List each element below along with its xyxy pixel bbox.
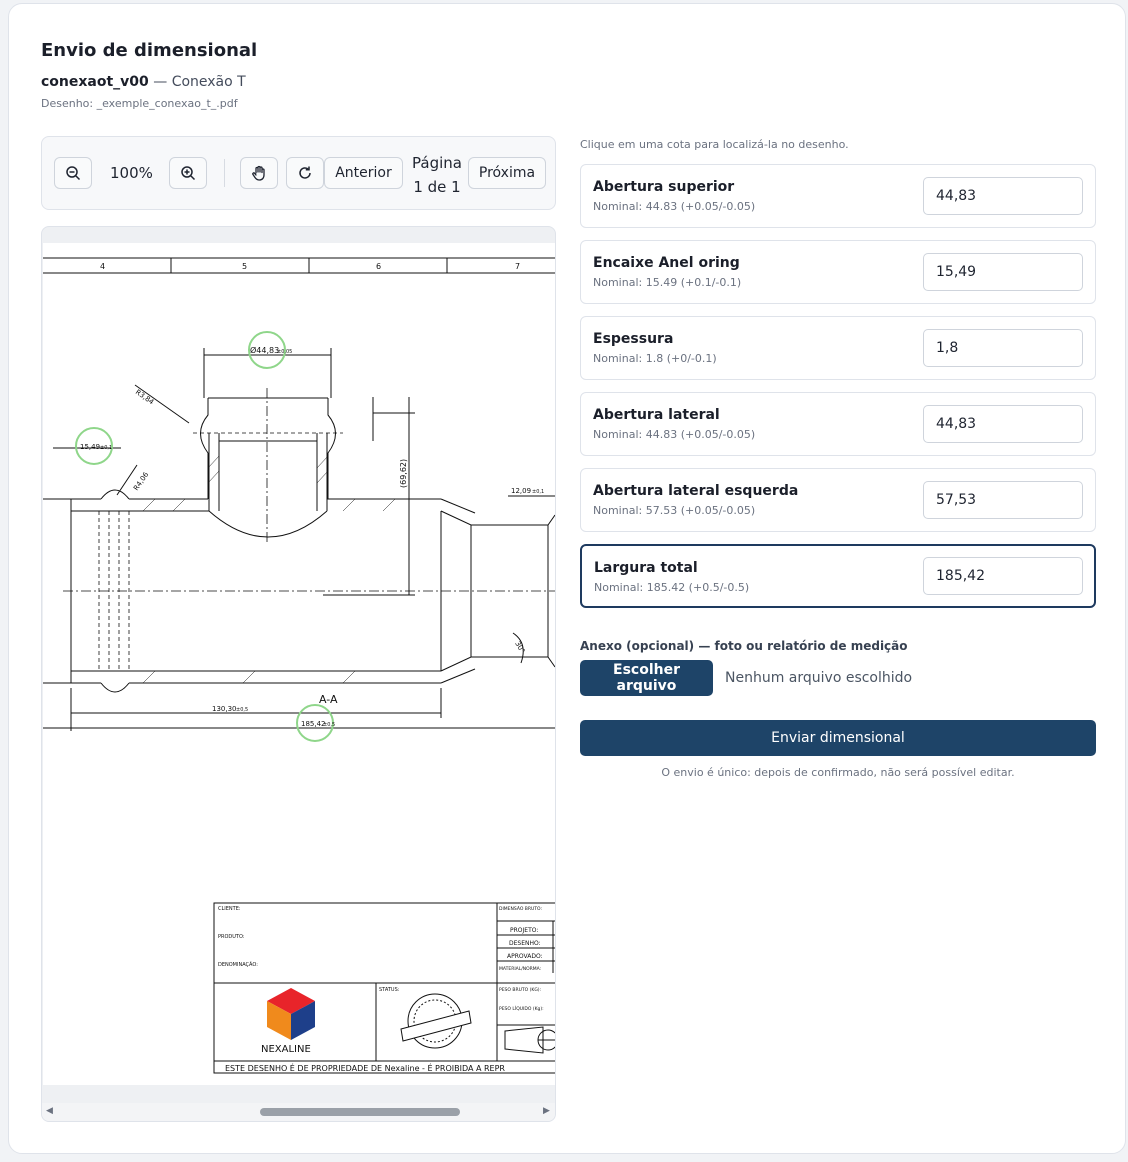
file-status: Nenhum arquivo escolhido — [725, 670, 913, 686]
horizontal-scrollbar[interactable] — [42, 1103, 555, 1121]
dim-top-diameter: Ø44,83 — [250, 346, 280, 355]
previous-page-button[interactable]: Anterior — [324, 157, 403, 189]
dim-top-tolerance: ±0,05 — [277, 349, 293, 355]
measurement-input[interactable] — [923, 557, 1083, 595]
zoom-in-icon — [180, 165, 196, 181]
zoom-out-button[interactable] — [54, 157, 92, 189]
part-separator: — — [148, 74, 172, 90]
dimension-field[interactable] — [580, 392, 1096, 456]
submit-note: O envio é único: depois de confirmado, não será possível editar. — [661, 766, 1015, 779]
page-title: Envio de dimensional — [41, 40, 258, 61]
field-label: Abertura superior — [593, 179, 735, 195]
zoom-in-button[interactable] — [169, 157, 207, 189]
choose-file-button[interactable]: Escolher arquivo — [580, 660, 713, 696]
dim-angle: 30° — [513, 640, 527, 655]
field-label: Encaixe Anel oring — [593, 255, 740, 271]
tb-produto: PRODUTO: — [218, 934, 245, 940]
column-number: 6 — [376, 262, 382, 271]
attachment-label: Anexo (opcional) — foto ou relatório de medição — [580, 639, 908, 653]
field-nominal: Nominal: 57.53 (+0.05/-0.05) — [593, 504, 756, 517]
measurement-input[interactable] — [923, 253, 1083, 291]
measurement-input[interactable] — [923, 177, 1083, 215]
toolbar-divider — [224, 159, 225, 187]
dimension-field[interactable] — [580, 316, 1096, 380]
field-label: Largura total — [594, 560, 698, 576]
rotate-icon — [297, 165, 313, 181]
scroll-left-icon[interactable]: ◀ — [46, 1106, 53, 1116]
hand-icon — [250, 164, 268, 182]
tb-projeto: PROJETO: — [510, 927, 539, 934]
zoom-level: 100% — [110, 164, 153, 182]
measurement-input[interactable] — [923, 405, 1083, 443]
dim-left-groove: 15,49 — [80, 443, 101, 451]
dim-height: (69,62) — [399, 458, 408, 488]
dimension-field[interactable] — [580, 164, 1096, 228]
part-code: conexaot_v00 — [41, 74, 149, 90]
dimension-field[interactable] — [580, 240, 1096, 304]
field-label: Espessura — [593, 331, 674, 347]
column-number: 4 — [100, 262, 106, 271]
tb-cliente: CLIENTE: — [218, 906, 241, 912]
viewer-toolbar — [41, 136, 556, 210]
field-label: Abertura lateral esquerda — [593, 483, 799, 499]
field-nominal: Nominal: 44.83 (+0.05/-0.05) — [593, 428, 756, 441]
field-nominal: Nominal: 1.8 (+0/-0.1) — [593, 352, 717, 365]
page-count: 1 de 1 — [413, 178, 461, 196]
logo-text: NEXALINE — [261, 1044, 311, 1055]
scroll-right-icon[interactable]: ▶ — [543, 1106, 550, 1116]
field-nominal: Nominal: 185.42 (+0.5/-0.5) — [594, 581, 750, 594]
dim-length-partial-tol: ±0,5 — [236, 707, 249, 713]
column-number: 5 — [242, 262, 248, 271]
dimension-field[interactable] — [580, 468, 1096, 532]
drawing-sheet[interactable] — [43, 243, 556, 1085]
dim-radius-1: R3,84 — [133, 388, 156, 407]
dimensional-card — [8, 3, 1126, 1154]
field-label: Abertura lateral — [593, 407, 720, 423]
tb-material: MATERIAL/NORMA: — [499, 967, 542, 972]
part-subtitle — [41, 74, 246, 90]
next-page-button[interactable]: Próxima — [468, 157, 546, 189]
hint-text: Clique em uma cota para localizá-la no desenho. — [580, 138, 849, 151]
part-name: Conexão T — [171, 74, 246, 90]
zoom-out-icon — [65, 165, 81, 181]
tb-aprovado: APROVADO: — [507, 953, 543, 960]
section-label: A-A — [319, 693, 338, 706]
field-nominal: Nominal: 44.83 (+0.05/-0.05) — [593, 200, 756, 213]
tb-denominacao: DENOMINAÇÃO: — [218, 962, 258, 968]
nexaline-logo — [267, 988, 315, 1040]
drawing-filename: Desenho: _exemple_conexao_t_.pdf — [41, 97, 238, 110]
dimension-field-active[interactable] — [580, 544, 1096, 608]
drawing-viewer[interactable] — [41, 226, 556, 1122]
field-nominal: Nominal: 15.49 (+0.1/-0.1) — [593, 276, 742, 289]
tb-desenho: DESENHO: — [509, 940, 541, 947]
tb-footer: ESTE DESENHO É DE PROPRIEDADE DE Nexaline - É PROIBIDA A REPR — [225, 1064, 505, 1073]
technical-drawing — [43, 243, 556, 1085]
pan-button[interactable] — [240, 157, 278, 189]
submit-button[interactable]: Enviar dimensional — [580, 720, 1096, 756]
column-number: 7 — [515, 262, 521, 271]
status-seal-icon — [401, 994, 471, 1048]
page-label: Página — [412, 154, 462, 172]
dim-radius-2: R4,06 — [132, 470, 151, 493]
rotate-button[interactable] — [286, 157, 324, 189]
dim-left-groove-tol: ±0,1 — [100, 445, 113, 451]
scroll-thumb[interactable] — [260, 1108, 460, 1116]
tb-peso-liquido: PESO LÍQUIDO (Kg): — [499, 1007, 544, 1012]
tb-status: STATUS: — [379, 987, 400, 993]
page-indicator — [411, 151, 463, 199]
tb-peso-bruto: PESO BRUTO (KG): — [499, 988, 542, 993]
measurement-input[interactable] — [923, 329, 1083, 367]
tb-dimensao-bruto: DIMENSÃO BRUTO: — [499, 907, 543, 912]
dim-right: 12,09 — [511, 487, 532, 495]
dim-length-total-tol: ±0,5 — [323, 722, 336, 728]
measurement-input[interactable] — [923, 481, 1083, 519]
dim-length-partial: 130,30 — [212, 705, 237, 713]
dim-right-tol: ±0,1 — [532, 489, 545, 495]
dim-length-total: 185,42 — [301, 720, 326, 728]
